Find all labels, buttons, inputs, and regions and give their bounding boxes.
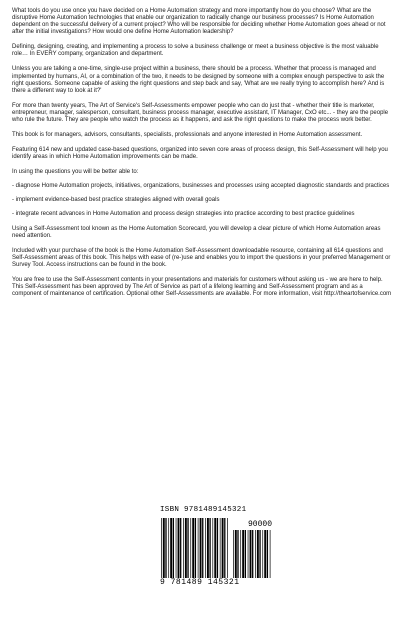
barcode-bar (257, 530, 259, 578)
barcode-bar (209, 518, 210, 578)
barcode-bar (163, 518, 165, 578)
bullet-integrate: - integrate recent advances in Home Automation and process design strategies into practice according to best practice guidelines (12, 211, 355, 218)
barcode-bar (252, 530, 253, 578)
barcode-bar (255, 530, 256, 578)
barcode-bars (160, 518, 230, 578)
barcode-bar (192, 518, 194, 578)
paragraph-scorecard: Using a Self-Assessment tool known as the Home Automation Scorecard, you will develop a clear picture of which Home Automation areas need attention. (12, 225, 381, 239)
barcode-bar (217, 518, 218, 578)
barcode-bar (185, 518, 187, 578)
barcode-bar (207, 518, 209, 578)
bullet-implement: - implement evidence-based best practice strategies aligned with overall goals (12, 197, 220, 204)
barcode-bar (248, 530, 249, 578)
barcode-bar (235, 530, 237, 578)
barcode-bar (224, 518, 225, 578)
barcode-bar (270, 530, 271, 578)
barcode-bar (187, 518, 188, 578)
paragraph-using-questions: In using the questions you will be better able to: (12, 169, 139, 176)
barcode-bar (198, 518, 199, 578)
barcode-bar (178, 518, 180, 578)
barcode-bar (168, 518, 169, 578)
paragraph-process-role: Defining, designing, creating, and implementing a process to solve a business challenge or meet a business objective is the most valuable role… In EVERY company, organization and department. (12, 44, 379, 58)
barcode-bar (233, 530, 234, 578)
barcode-bar (173, 518, 174, 578)
barcode-bar (222, 518, 224, 578)
barcode-bar (267, 530, 268, 578)
paragraph-audience: This book is for managers, advisors, consultants, specialists, professionals and anyone interested in Home Automation assessment. (12, 132, 363, 139)
barcode-bar (212, 518, 213, 578)
paragraph-downloadable-resource: Included with your purchase of the book is the Home Automation Self-Assessment downloadable resource, containing all 614 questions and Self-Assessment areas of this book. This helps with ease of (re-)use and enables you to import the questions in your preferred Management or Survey Tool. Access instructions can be found in the book. (12, 247, 391, 268)
barcode-bar (170, 518, 172, 578)
barcode-bar (237, 530, 238, 578)
barcode-bar (240, 530, 241, 578)
barcode-bar (205, 518, 206, 578)
isbn-digits: 9 781489 145321 (160, 578, 240, 587)
barcode-bar (259, 530, 260, 578)
barcode-bar (183, 518, 184, 578)
bullet-diagnose: - diagnose Home Automation projects, initiatives, organizations, businesses and processes using accepted diagnostic standards and practices (12, 183, 390, 190)
barcode-bar (180, 518, 181, 578)
paragraph-intro-questions: What tools do you use once you have decided on a Home Automation strategy and more importantly how do you choose? What are the disruptive Home Automation technologies that enable our organization to radically change our business processes? Is Home Automation dependent on the successful delivery of a current project? Who will be responsible for deciding whether Home Automation goes ahead or not after the initial investigations? How would one define Home Automation leadership? (12, 8, 386, 36)
barcode-bar (190, 518, 191, 578)
barcode-bar (202, 518, 203, 578)
barcode-bar (165, 518, 166, 578)
barcode-bar (227, 518, 228, 578)
isbn-label: ISBN 9781489145321 (160, 506, 247, 514)
price-code: 90000 (247, 520, 272, 529)
barcode-bar (264, 530, 266, 578)
barcode-bar (161, 518, 162, 578)
barcode-bar (176, 518, 177, 578)
barcode-bar (250, 530, 252, 578)
isbn-barcode (160, 506, 272, 586)
barcode-bar (262, 530, 263, 578)
barcode-bar (245, 530, 246, 578)
paragraph-art-of-service: For more than twenty years, The Art of Service's Self-Assessments empower people who can do just that - whether their title is marketer, entrepreneur, manager, salesperson, consultant, business process manager, executive assistant, IT Manager, CxO etc... - they are the people who rule the future. They are people who watch the process as it happens, and ask the right questions to make the process work better. (12, 102, 389, 123)
paragraph-features: Featuring 614 new and updated case-based questions, organized into seven core areas of process design, this Self-Assessment will help you identify areas in which Home Automation improvements can be made. (12, 147, 388, 161)
paragraph-usage-rights: You are free to use the Self-Assessment contents in your presentations and materials for customers without asking us - we are here to help. This Self-Assessment has been approved by The Art of Service as part of a lifelong learning and Self-Assessment program and as a component of maintenance of certification. Optional other Self-Assessments are available. For more information, visit http://theartofservice.com (12, 276, 392, 298)
barcode-bar (220, 518, 221, 578)
price-code-bars (232, 530, 272, 578)
barcode-bar (195, 518, 196, 578)
paragraph-process-design: Unless you are talking a one-time, single-use project within a business, there should be a process. Whether that process is managed and implemented by humans, AI, or a combination of the two, it needs to be designed by someone with a complex enough perspective to ask the right questions. Someone capable of asking the right questions and step back and say, 'What are we really trying to accomplish here? And is there a different way to look at it?' (12, 66, 385, 94)
barcode-bar (200, 518, 202, 578)
barcode-bar (214, 518, 216, 578)
barcode-bar (242, 530, 244, 578)
